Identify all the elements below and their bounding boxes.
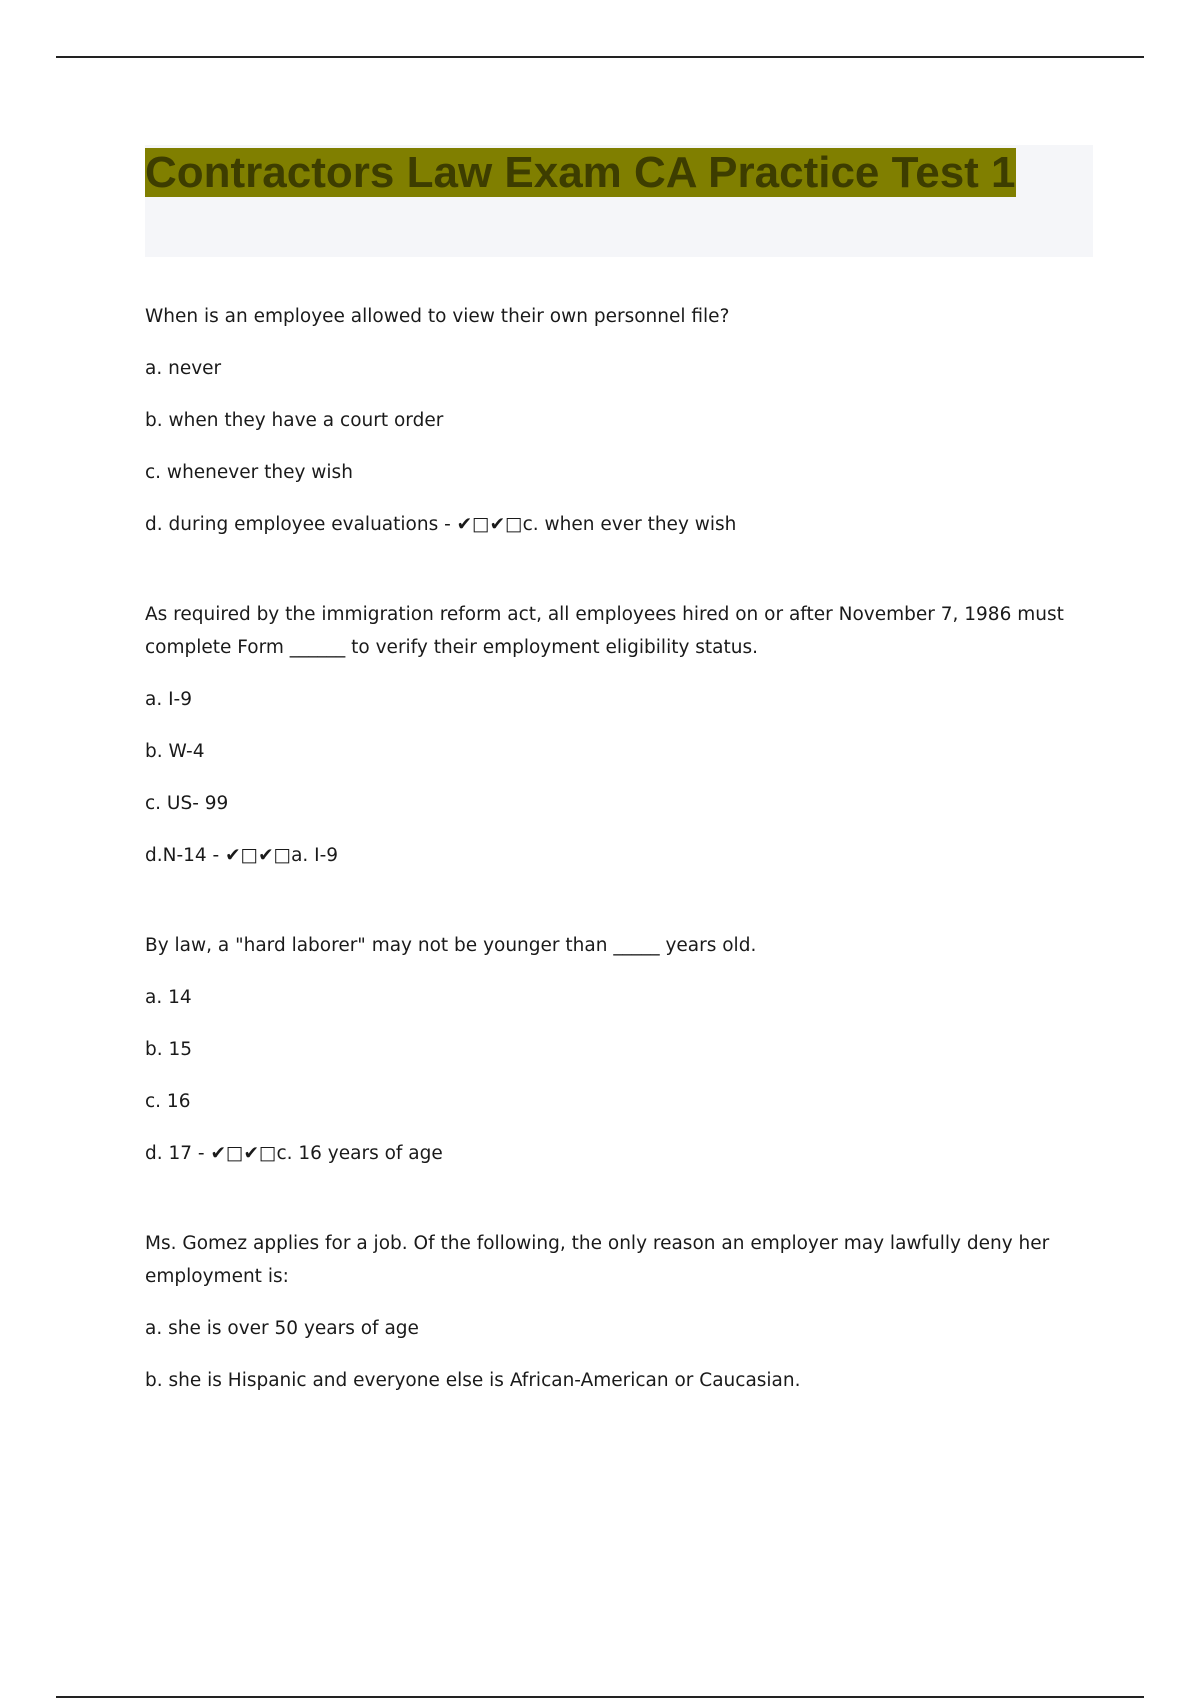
option-b: b. W-4 bbox=[145, 741, 205, 762]
question-text: When is an employee allowed to view their own personnel file? bbox=[145, 306, 730, 327]
document-title bbox=[145, 145, 1093, 200]
option-b: b. 15 bbox=[145, 1039, 193, 1060]
question-4 bbox=[145, 1227, 1065, 1397]
option-c: c. whenever they wish bbox=[145, 462, 353, 483]
option-a: a. I-9 bbox=[145, 689, 192, 710]
question-text: As required by the immigration reform act, all employees hired on or after November 7, 1986 must complete Form ______ to verify their employment eligibility status. bbox=[145, 604, 1064, 658]
option-b: b. when they have a court order bbox=[145, 410, 444, 431]
option-d-answer: d. during employee evaluations - ✔□✔□c. when ever they wish bbox=[145, 514, 737, 535]
question-3 bbox=[145, 929, 1065, 1170]
option-d-answer: d. 17 - ✔□✔□c. 16 years of age bbox=[145, 1143, 443, 1164]
question-text: Ms. Gomez applies for a job. Of the following, the only reason an employer may lawfully deny her employment is: bbox=[145, 1233, 1050, 1287]
question-2 bbox=[145, 598, 1065, 872]
option-a: a. never bbox=[145, 358, 222, 379]
top-rule bbox=[56, 56, 1144, 58]
option-a: a. 14 bbox=[145, 987, 192, 1008]
option-c: c. 16 bbox=[145, 1091, 191, 1112]
question-list bbox=[145, 300, 1065, 1397]
bottom-rule bbox=[56, 1696, 1144, 1698]
option-d-answer: d.N-14 - ✔□✔□a. I-9 bbox=[145, 845, 339, 866]
option-c: c. US- 99 bbox=[145, 793, 229, 814]
title-highlight: Contractors Law Exam CA Practice Test 1 bbox=[145, 148, 1016, 197]
option-b: b. she is Hispanic and everyone else is African-American or Caucasian. bbox=[145, 1370, 801, 1391]
question-1 bbox=[145, 300, 1065, 541]
option-a: a. she is over 50 years of age bbox=[145, 1318, 419, 1339]
question-text: By law, a "hard laborer" may not be younger than _____ years old. bbox=[145, 935, 757, 956]
title-block bbox=[145, 145, 1093, 257]
